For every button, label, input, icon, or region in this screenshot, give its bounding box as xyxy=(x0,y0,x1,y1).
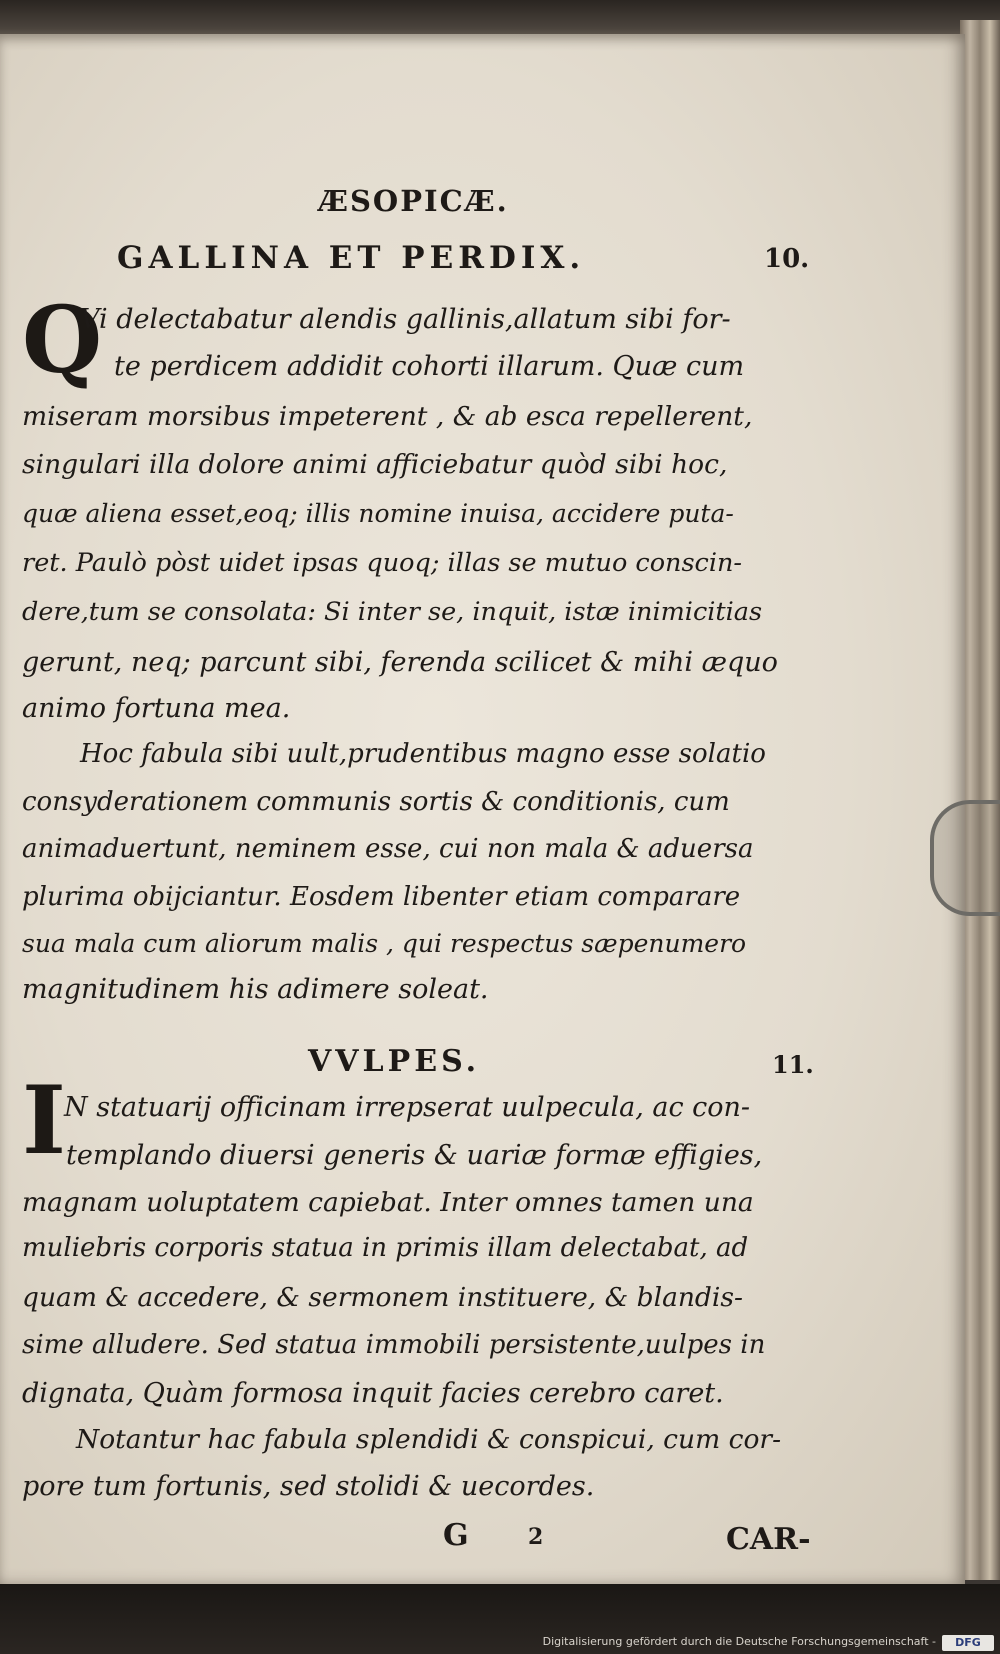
text-line: magnam uoluptatem capiebat. Inter omnes tamen una xyxy=(22,1187,754,1218)
footer-bar xyxy=(0,1584,1000,1654)
digitization-credit: Digitalisierung gefördert durch die Deutsche Forschungsgemeinschaft - xyxy=(542,1635,936,1648)
text-line: sime alludere. Sed statua immobili persistente,uulpes in xyxy=(22,1330,766,1360)
text-line: magnitudinem his adimere soleat. xyxy=(22,974,489,1005)
fable-title-gallina: GALLINA ET PERDIX. xyxy=(117,240,586,276)
text-line: consyderationem communis sortis & conditionis, cum xyxy=(22,787,730,817)
text-line: dere,tum se consolata: Si inter se, inquit, istæ inimicitias xyxy=(22,597,763,627)
text-line: N statuarij officinam irrepserat uulpecula, ac con- xyxy=(64,1092,751,1123)
text-line: templando diuersi generis & uariæ formæ effigies, xyxy=(66,1140,763,1171)
dfg-logo: DFG xyxy=(942,1635,994,1651)
text-line: singulari illa dolore animi afficiebatur quòd sibi hoc, xyxy=(22,449,728,480)
text-line: miseram morsibus impeterent , & ab esca repellerent, xyxy=(22,401,753,432)
fable-title-vulpes: VVLPES. xyxy=(308,1044,481,1079)
book-page xyxy=(0,34,965,1584)
fable-number-11: 11. xyxy=(772,1050,814,1079)
running-head: ÆSOPICÆ. xyxy=(318,184,509,218)
text-line: ret. Paulò pòst uidet ipsas quoq; illas se mutuo conscin- xyxy=(22,548,743,578)
book-clasp xyxy=(930,800,1000,916)
text-line: gerunt, neq; parcunt sibi, ferenda scilicet & mihi æquo xyxy=(22,647,778,678)
text-line: Hoc fabula sibi uult,prudentibus magno esse solatio xyxy=(80,739,766,769)
drop-cap-q: Q xyxy=(22,286,103,394)
text-line: Notantur hac fabula splendidi & conspicui, cum cor- xyxy=(76,1424,782,1455)
text-line: quam & accedere, & sermonem instituere, & blandis- xyxy=(22,1282,743,1313)
text-line: muliebris corporis statua in primis illam delectabat, ad xyxy=(22,1233,749,1263)
text-line: Vi delectabatur alendis gallinis,allatum sibi for- xyxy=(80,304,731,335)
text-line: animo fortuna mea. xyxy=(22,693,291,724)
text-line: quæ aliena esset,eoq; illis nomine inuisa, accidere puta- xyxy=(22,499,734,528)
text-line: dignata, Quàm formosa inquit facies cerebro caret. xyxy=(22,1378,724,1409)
drop-cap-i: I xyxy=(22,1066,66,1176)
signature-mark: G xyxy=(443,1518,469,1553)
text-line: pore tum fortunis, sed stolidi & uecordes. xyxy=(22,1471,595,1502)
text-line: animaduertunt, neminem esse, cui non mala & aduersa xyxy=(22,834,754,864)
signature-number: 2 xyxy=(528,1524,544,1550)
text-line: sua mala cum aliorum malis , qui respectus sæpenumero xyxy=(22,929,747,958)
catchword: CAR- xyxy=(726,1522,811,1557)
text-line: plurima obijciantur. Eosdem libenter etiam comparare xyxy=(22,882,741,912)
text-line: te perdicem addidit cohorti illarum. Quæ cum xyxy=(114,351,745,382)
fable-number-10: 10. xyxy=(764,244,810,274)
